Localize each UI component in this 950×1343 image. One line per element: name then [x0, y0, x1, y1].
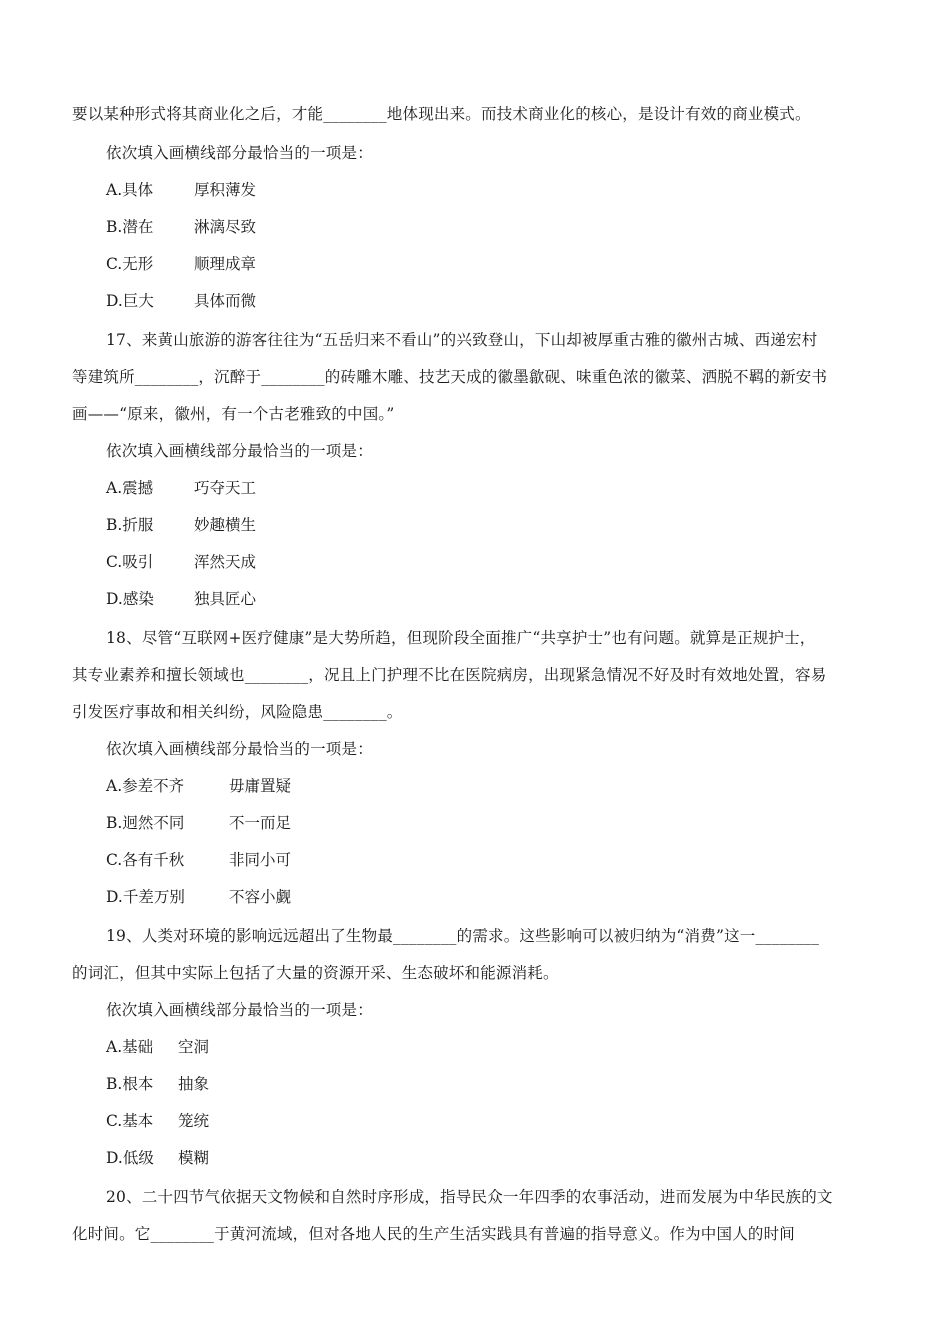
option-d [106, 1148, 210, 1168]
option-word-1: 吸引 [122, 553, 154, 571]
option-word-2: 非同小可 [229, 851, 292, 869]
option-word-2: 厚积薄发 [194, 181, 257, 199]
option-word-1: 低级 [122, 1149, 154, 1167]
question-18-line-2: 其专业素养和擅长领域也________，况且上门护理不比在医院病房，出现紧急情况不好及时有效地处置，容易 [72, 666, 827, 684]
question-20-line-1: 20、二十四节气依据天文物候和自然时序形成，指导民众一年四季的农事活动，进而发展为中华民族的文 [106, 1188, 833, 1206]
option-word-1: 具体 [122, 181, 154, 199]
option-a [106, 478, 257, 498]
option-d [106, 291, 257, 311]
option-letter: B. [106, 814, 123, 832]
option-word-2: 巧夺天工 [194, 479, 257, 497]
option-letter: D. [106, 888, 123, 906]
option-word-2: 不一而足 [229, 814, 292, 832]
option-word-2: 具体而微 [194, 292, 257, 310]
option-c [106, 552, 257, 572]
question-18-line-3: 引发医疗事故和相关纠纷，风险隐患________。 [72, 703, 403, 721]
option-letter: D. [106, 292, 123, 310]
question-prompt: 依次填入画横线部分最恰当的一项是： [106, 740, 373, 758]
option-word-1: 折服 [122, 516, 154, 534]
option-word-2: 笼统 [178, 1112, 210, 1130]
option-b [106, 813, 292, 833]
option-letter: B. [106, 516, 123, 534]
question-18-line-1: 18、尽管“互联网+医疗健康”是大势所趋，但现阶段全面推广“共享护士”也有问题。就算是正规护士， [106, 629, 816, 647]
option-b [106, 217, 257, 237]
option-letter: C. [106, 851, 123, 869]
option-word-1: 基本 [122, 1112, 154, 1130]
question-prompt: 依次填入画横线部分最恰当的一项是： [106, 442, 373, 460]
option-word-1: 基础 [122, 1038, 154, 1056]
option-word-2: 模糊 [178, 1149, 210, 1167]
option-word-2: 顺理成章 [194, 255, 257, 273]
option-letter: B. [106, 1075, 123, 1093]
option-word-2: 毋庸置疑 [229, 777, 292, 795]
option-d [106, 887, 292, 907]
option-letter: A. [106, 1038, 123, 1056]
option-c [106, 254, 257, 274]
option-c [106, 850, 292, 870]
option-letter: C. [106, 553, 123, 571]
option-letter: A. [106, 479, 123, 497]
option-word-1: 迥然不同 [122, 814, 185, 832]
option-word-1: 潜在 [122, 218, 154, 236]
option-word-2: 妙趣横生 [194, 516, 257, 534]
option-d [106, 589, 257, 609]
option-word-1: 千差万别 [122, 888, 185, 906]
question-19-line-2: 的词汇，但其中实际上包括了大量的资源开采、生态破坏和能源消耗。 [72, 964, 559, 982]
question-17-line-3: 画——“原来，徽州，有一个古老雅致的中国。” [72, 405, 395, 423]
option-b [106, 1074, 210, 1094]
option-letter: C. [106, 1112, 123, 1130]
option-letter: A. [106, 777, 123, 795]
question-17-line-1: 17、来黄山旅游的游客往往为“五岳归来不看山”的兴致登山，下山却被厚重古雅的徽州古城、西递宏村 [106, 331, 818, 349]
option-word-1: 震撼 [122, 479, 154, 497]
question-19-line-1: 19、人类对环境的影响远远超出了生物最________的需求。这些影响可以被归纳为“消费”这一________ [106, 927, 820, 945]
option-word-1: 无形 [122, 255, 154, 273]
option-word-1: 感染 [122, 590, 154, 608]
paragraph-line: 要以某种形式将其商业化之后，才能________地体现出来。而技术商业化的核心，是设计有效的商业模式。 [72, 105, 811, 123]
option-a [106, 1037, 210, 1057]
option-word-2: 不容小觑 [229, 888, 292, 906]
question-20-line-2: 化时间。它________于黄河流域，但对各地人民的生产生活实践具有普遍的指导意义。作为中国人的时间 [72, 1225, 796, 1243]
option-b [106, 515, 257, 535]
option-letter: D. [106, 590, 123, 608]
option-word-2: 淋漓尽致 [194, 218, 257, 236]
option-letter: B. [106, 218, 123, 236]
option-a [106, 776, 292, 796]
question-prompt: 依次填入画横线部分最恰当的一项是： [106, 144, 373, 162]
option-word-2: 浑然天成 [194, 553, 257, 571]
option-word-1: 各有千秋 [122, 851, 185, 869]
option-word-2: 空洞 [178, 1038, 210, 1056]
option-word-2: 抽象 [178, 1075, 210, 1093]
option-letter: C. [106, 255, 123, 273]
option-word-1: 巨大 [122, 292, 154, 310]
question-prompt: 依次填入画横线部分最恰当的一项是： [106, 1001, 373, 1019]
option-letter: D. [106, 1149, 123, 1167]
option-a [106, 180, 257, 200]
option-word-2: 独具匠心 [194, 590, 257, 608]
option-word-1: 参差不齐 [122, 777, 185, 795]
option-word-1: 根本 [122, 1075, 154, 1093]
question-17-line-2: 等建筑所________，沉醉于________的砖雕木雕、技艺天成的徽墨歙砚、味重色浓的徽菜、洒脱不羁的新安书 [72, 368, 828, 386]
option-letter: A. [106, 181, 123, 199]
option-c [106, 1111, 210, 1131]
